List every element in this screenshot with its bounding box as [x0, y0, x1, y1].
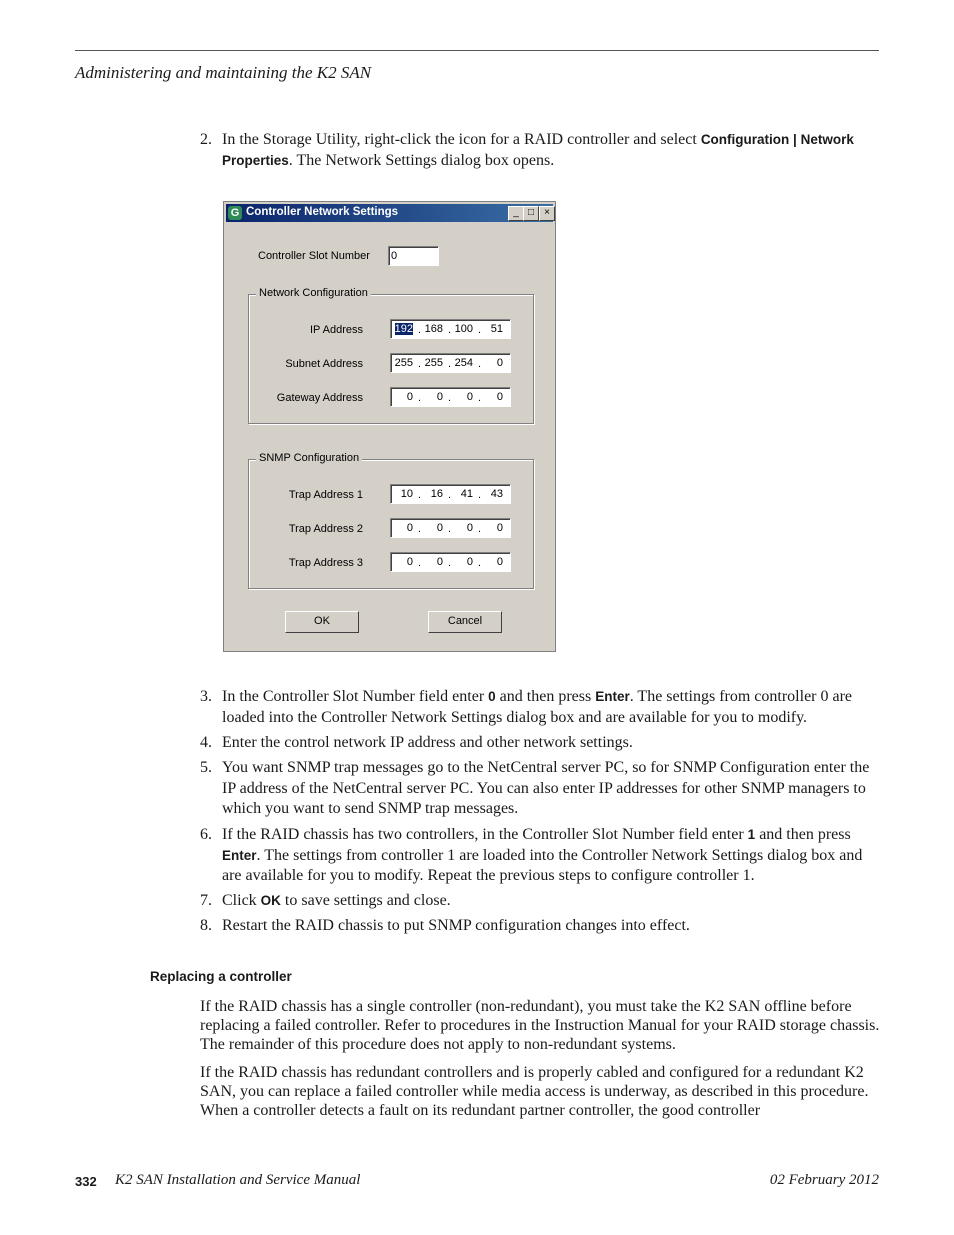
ip-address-input[interactable]: 192 . 168 . 100 . 51	[390, 319, 511, 339]
paragraph: If the RAID chassis has a single controller (non-redundant), you must take the K2 SAN offline before replacing a failed controller. Refer to procedures in the Instruction Manual for your RAID storage chassis. The remainder of this procedure does not apply to non-redundant systems.	[200, 998, 880, 1053]
slot-number-input[interactable]	[388, 246, 439, 266]
header-rule	[75, 50, 879, 51]
step-number: 6.	[200, 826, 212, 843]
step-text: You want SNMP trap messages go to the NetCentral server PC, so for SNMP Configuration enter the IP address of the NetCentral server PC. You can also enter IP addresses for other SNMP managers to which you want to send SNMP trap messages.	[222, 759, 870, 817]
step-7	[200, 891, 880, 912]
ip-octet: 192	[394, 323, 413, 335]
step-6	[200, 825, 880, 887]
close-icon[interactable]: ×	[539, 206, 555, 221]
keyword: Enter	[595, 689, 630, 704]
group-label: Network Configuration	[256, 287, 371, 299]
step-text: . The settings from controller 0 are loaded into the Controller Network Settings dialog box and are available for you to modify.	[222, 688, 853, 726]
trap-octet: 41	[460, 488, 473, 500]
subnet-octet: 255	[424, 357, 443, 369]
subnet-octet: 0	[496, 357, 503, 369]
subnet-octet: 255	[394, 357, 413, 369]
step-text: In the Storage Utility, right-click the icon for a RAID controller and select	[222, 131, 701, 148]
maximize-icon[interactable]: □	[523, 206, 539, 221]
trap-octet: 0	[406, 556, 413, 568]
dialog-title: Controller Network Settings	[246, 206, 399, 218]
trap-address-1-input[interactable]: 10 . 16 . 41 . 43	[390, 484, 511, 504]
step-text: If the RAID chassis has two controllers, in the Controller Slot Number field enter	[222, 826, 748, 843]
gateway-octet: 0	[496, 391, 503, 403]
ip-address-label: IP Address	[310, 324, 363, 336]
keyword: OK	[260, 893, 281, 908]
dialog-titlebar	[226, 204, 553, 222]
trap-octet: 10	[400, 488, 413, 500]
subnet-address-input[interactable]: 255 . 255 . 254 . 0	[390, 353, 511, 373]
keyword: 0	[488, 689, 496, 704]
step-2	[200, 130, 880, 171]
controller-network-settings-dialog	[223, 201, 556, 652]
step-number: 7.	[200, 892, 212, 909]
paragraph: If the RAID chassis has redundant controllers and is properly cabled and configured for a redundant K2 SAN, you can replace a failed controller while media access is underway, as described in this procedure. When a controller detects a fault on its redundant partner controller, the good controller	[200, 1064, 869, 1119]
step-text: Enter the control network IP address and other network settings.	[222, 734, 633, 751]
slot-number-label: Controller Slot Number	[258, 250, 370, 262]
trap-octet: 0	[496, 522, 503, 534]
minimize-icon[interactable]: _	[508, 206, 524, 221]
gateway-octet: 0	[406, 391, 413, 403]
trap-octet: 0	[496, 556, 503, 568]
step-3	[200, 687, 880, 728]
trap-octet: 0	[406, 522, 413, 534]
step-text: Click	[222, 892, 261, 909]
step-number: 4.	[200, 734, 212, 751]
gateway-octet: 0	[436, 391, 443, 403]
trap-address-3-input[interactable]: 0 . 0 . 0 . 0	[390, 552, 511, 572]
step-text: to save settings and close.	[280, 892, 451, 909]
keyword: 1	[747, 827, 756, 842]
trap-address-2-label: Trap Address 2	[288, 523, 363, 535]
slot-number-value: 0	[391, 250, 398, 262]
trap-address-1-label: Trap Address 1	[288, 489, 363, 501]
step-8	[200, 916, 880, 937]
subnet-octet: 254	[454, 357, 473, 369]
trap-octet: 43	[490, 488, 503, 500]
running-header: Administering and maintaining the K2 SAN	[75, 63, 372, 82]
step-number: 8.	[200, 917, 212, 934]
group-label: SNMP Configuration	[256, 452, 362, 464]
gateway-address-label: Gateway Address	[276, 392, 363, 404]
menu-command: Configuration | Network Properties	[222, 132, 854, 168]
gateway-address-input[interactable]: 0 . 0 . 0 . 0	[390, 387, 511, 407]
step-text: and then press	[755, 826, 851, 843]
ip-octet: 168	[424, 323, 443, 335]
step-number: 5.	[200, 759, 212, 776]
trap-octet: 0	[436, 556, 443, 568]
step-number: 2.	[200, 131, 212, 148]
step-4	[200, 733, 880, 754]
step-text: . The settings from controller 1 are loaded into the Controller Network Settings dialog box and are available for you to modify. Repeat the previous steps to configure controller 1.	[222, 846, 863, 884]
gateway-octet: 0	[466, 391, 473, 403]
trap-octet: 0	[436, 522, 443, 534]
step-number: 3.	[200, 688, 212, 705]
step-text: . The Network Settings dialog box opens.	[288, 151, 555, 169]
trap-octet: 0	[466, 556, 473, 568]
trap-address-3-label: Trap Address 3	[288, 557, 363, 569]
step-text: Restart the RAID chassis to put SNMP configuration changes into effect.	[222, 917, 690, 934]
footer-date: 02 February 2012	[769, 1172, 879, 1188]
cancel-button[interactable]: Cancel	[428, 611, 502, 633]
trap-address-2-input[interactable]: 0 . 0 . 0 . 0	[390, 518, 511, 538]
step-text: and then press	[495, 688, 596, 705]
app-icon: G	[228, 206, 242, 220]
trap-octet: 0	[466, 522, 473, 534]
step-5	[200, 758, 880, 820]
ok-button[interactable]: OK	[285, 611, 359, 633]
trap-octet: 16	[430, 488, 443, 500]
manual-title: K2 SAN Installation and Service Manual	[115, 1172, 361, 1188]
ip-octet: 100	[454, 323, 473, 335]
keyword: Enter	[222, 847, 257, 863]
step-text: In the Controller Slot Number field enter	[222, 688, 489, 705]
subnet-address-label: Subnet Address	[285, 358, 363, 370]
section-heading: Replacing a controller	[150, 969, 292, 984]
page-number: 332	[75, 1174, 97, 1189]
ip-octet: 51	[490, 323, 503, 335]
